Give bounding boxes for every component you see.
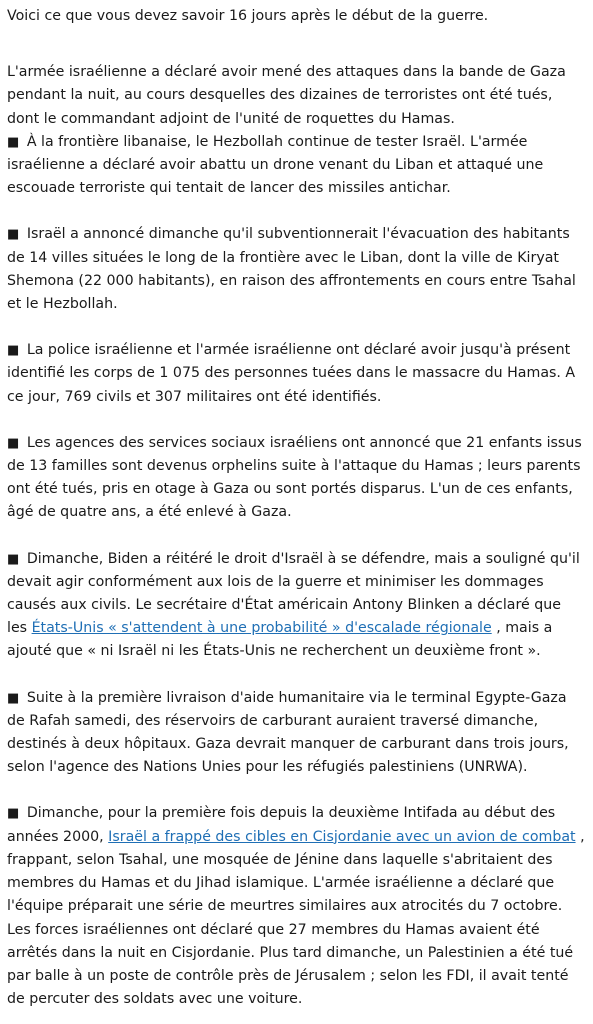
square-bullet-icon: ■: [7, 435, 20, 451]
paragraph-text: À la frontière libanaise, le Hezbollah continue de tester Israël. L'armée israélienne a déclaré avoir abattu un drone venant du Liban et attaqué une escouade terroriste qui tentait de lancer des missiles antichar.: [7, 133, 544, 197]
news-paragraph: [7, 223, 585, 316]
news-paragraph: [7, 131, 585, 201]
square-bullet-icon: ■: [7, 227, 20, 243]
square-bullet-icon: ■: [7, 551, 20, 567]
paragraph-text: Les agences des services sociaux israéliens ont annoncé que 21 enfants issus de 13 familles sont devenus orphelins suite à l'attaque du Hamas ; leurs parents ont été tués, pris en otage à Gaza ou sont portés disparus. L'un de ces enfants, âgé de quatre ans, a été enlevé à Gaza.: [7, 434, 582, 521]
news-paragraph: [7, 802, 585, 1011]
news-paragraph: [7, 687, 585, 780]
article-intro: Voici ce que vous devez savoir 16 jours après le début de la guerre.: [7, 8, 489, 24]
news-paragraph: [7, 339, 585, 409]
square-bullet-icon: ■: [7, 690, 20, 706]
paragraph-text: , mais a ajouté que « ni Israël ni les États-Unis ne recherchent un deuxième front ».: [7, 620, 553, 660]
us-escalation-link[interactable]: États-Unis « s'attendent à une probabilité » d'escalade régionale: [31, 620, 492, 637]
news-paragraph: [7, 548, 585, 664]
paragraph-text: Dimanche, Biden a réitéré le droit d'Israël à se défendre, mais a souligné qu'il devait agir conformément aux lois de la guerre et minimiser les dommages causés aux civils. Le secrétaire d'État américain Antony Blinken a déclaré que les: [7, 550, 580, 637]
paragraph-text: Suite à la première livraison d'aide humanitaire via le terminal Egypte-Gaza de Rafah samedi, des réservoirs de carburant auraient traversé dimanche, destinés à deux hôpitaux. Gaza devrait manquer de carburant dans trois jours, selon l'agence des Nations Unies pour les réfugiés palestiniens (UNRWA).: [7, 689, 569, 776]
square-bullet-icon: ■: [7, 343, 20, 359]
news-paragraph: [7, 61, 585, 131]
square-bullet-icon: ■: [7, 134, 20, 150]
paragraph-text: Israël a annoncé dimanche qu'il subventionnerait l'évacuation des habitants de 14 villes situées le long de la frontière avec le Liban, dont la ville de Kiryat Shemona (22 000 habitants), en raison des affrontements en cours entre Tsahal et le Hezbollah.: [7, 226, 576, 313]
west-bank-strike-link[interactable]: Israël a frappé des cibles en Cisjordanie avec un avion de combat: [108, 828, 576, 845]
paragraph-text: Dimanche, pour la première fois depuis la deuxième Intifada au début des années 2000,: [7, 805, 556, 845]
square-bullet-icon: ■: [7, 806, 20, 822]
paragraph-text: , frappant, selon Tsahal, une mosquée de Jénine dans laquelle s'abritaient des membres du Hamas et du Jihad islamique. L'armée israélienne a déclaré que l'équipe préparait une série de meurtres similaires aux atrocités du 7 octobre. Les forces israéliennes ont déclaré que 27 membres du Hamas avaient été arrêtés dans la nuit en Cisjordanie. Plus tard dimanche, un Palestinien a été tué par balle à un poste de contrôle près de Jérusalem ; selon les FDI, il avait tenté de percuter des soldats avec une voiture.: [7, 828, 585, 1008]
news-paragraph: [7, 432, 585, 525]
paragraph-text: La police israélienne et l'armée israélienne ont déclaré avoir jusqu'à présent identifié les corps de 1 075 des personnes tuées dans le massacre du Hamas. A ce jour, 769 civils et 307 militaires ont été identifiés.: [7, 342, 576, 405]
paragraph-text: L'armée israélienne a déclaré avoir mené des attaques dans la bande de Gaza pendant la nuit, au cours desquelles des dizaines de terroristes ont été tués, dont le commandant adjoint de l'unité de roquettes du Hamas.: [7, 64, 566, 127]
